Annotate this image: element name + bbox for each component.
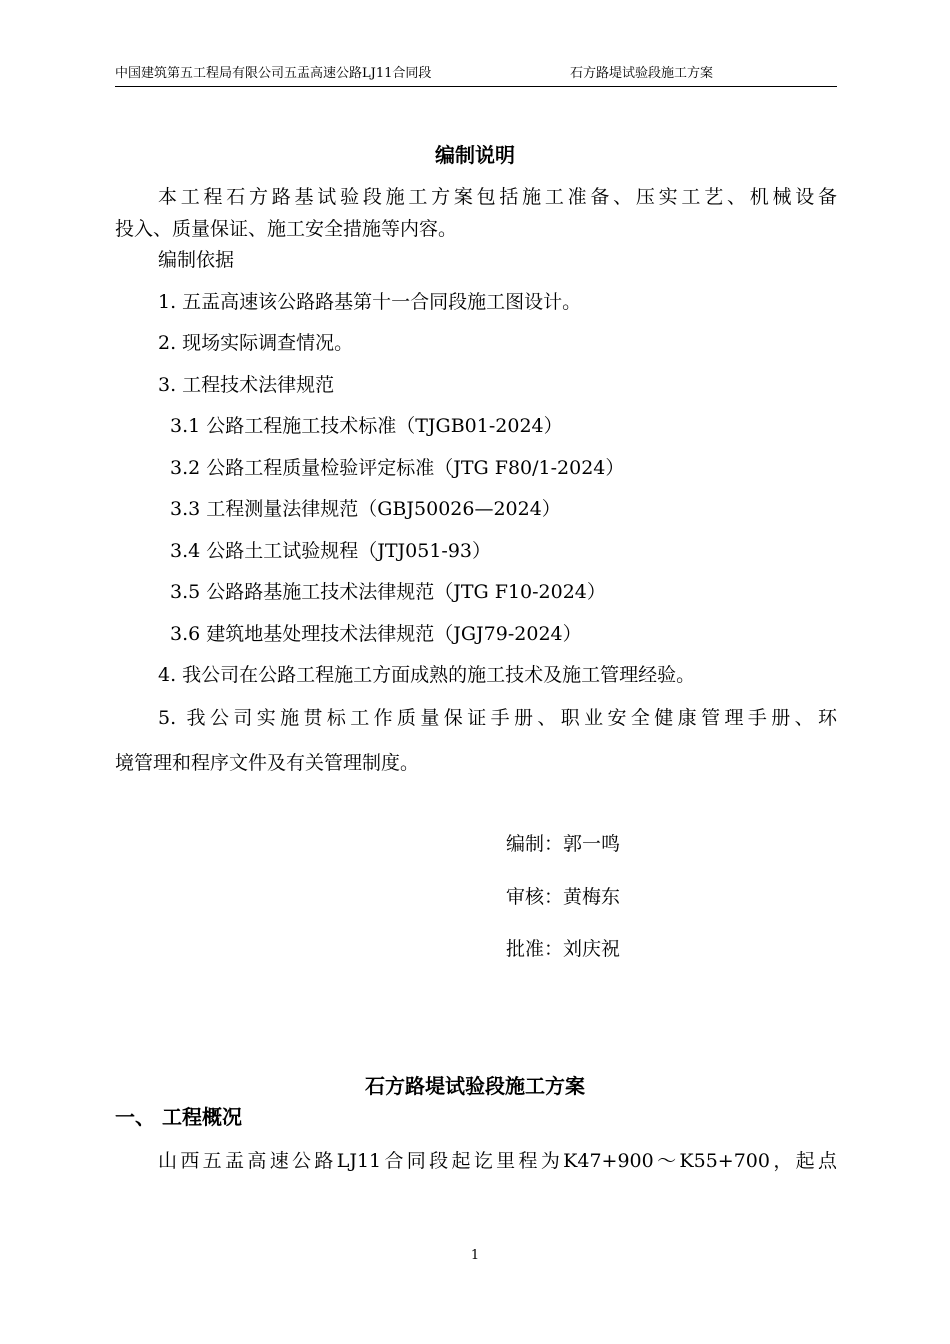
basis-item-5-line-2: 境管理和程序文件及有关管理制度。 [115, 752, 420, 774]
basis-subitem-3-2: 3.2 公路工程质量检验评定标准（JTG F80/1-2024） [170, 457, 625, 479]
basis-item-4: 4. 我公司在公路工程施工方面成熟的施工技术及施工管理经验。 [158, 664, 696, 686]
header-left-text: 中国建筑第五工程局有限公司五盂高速公路LJ11合同段 [115, 66, 432, 81]
section-1-text: 山西五盂高速公路LJ11合同段起讫里程为K47+900～K55+700，起点 [158, 1150, 837, 1172]
basis-subitem-3-5: 3.5 公路路基施工技术法律规范（JTG F10-2024） [170, 581, 606, 603]
basis-subitem-3-4: 3.4 公路土工试验规程（JTJ051-93） [170, 540, 492, 562]
header-rule [115, 86, 837, 87]
section-1-heading: 一、 工程概况 [115, 1105, 242, 1129]
page-number: 1 [470, 1248, 480, 1263]
basis-item-5-line-1: 5. 我公司实施贯标工作质量保证手册、职业安全健康管理手册、环 [158, 707, 837, 729]
basis-item-3: 3. 工程技术法律规范 [158, 374, 335, 396]
signature-compiled: 编制：郭一鸣 [506, 833, 621, 855]
basis-subitem-3-6: 3.6 建筑地基处理技术法律规范（JGJ79-2024） [170, 623, 582, 645]
intro-line-1: 本工程石方路基试验段施工方案包括施工准备、压实工艺、机械设备 [158, 186, 837, 208]
basis-subitem-3-1: 3.1 公路工程施工技术标准（TJGB01-2024） [170, 415, 563, 437]
basis-subitem-3-3: 3.3 工程测量法律规范（GBJ50026—2024） [170, 498, 561, 520]
plan-title: 石方路堤试验段施工方案 [365, 1074, 585, 1098]
signature-approved: 批准：刘庆祝 [506, 938, 621, 960]
basis-item-1: 1. 五盂高速该公路路基第十一合同段施工图设计。 [158, 291, 582, 313]
basis-heading: 编制依据 [158, 249, 235, 271]
basis-item-2: 2. 现场实际调查情况。 [158, 332, 354, 354]
header-right-text: 石方路堤试验段施工方案 [570, 66, 714, 81]
intro-line-2: 投入、质量保证、施工安全措施等内容。 [115, 218, 458, 240]
signature-reviewed: 审核：黄梅东 [506, 886, 621, 908]
preface-title: 编制说明 [435, 143, 515, 167]
